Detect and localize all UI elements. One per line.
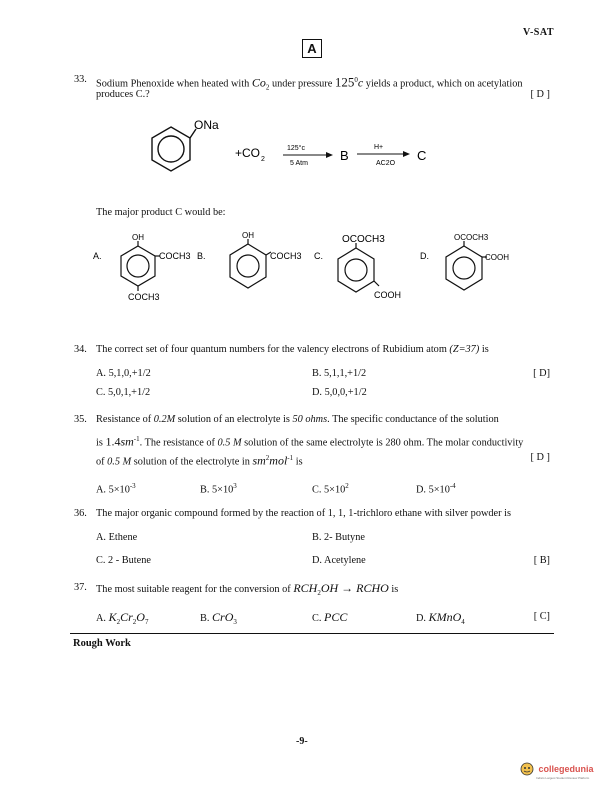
option-A-right: COCH3 [159, 251, 191, 261]
option-D-ring [446, 241, 487, 290]
option-A-label: A. [93, 251, 102, 261]
intermediate-B: B [340, 148, 349, 163]
option-A-top: OH [132, 233, 144, 242]
option-C: C. $5\times 10^2$ [312, 482, 349, 496]
option-C-bottom: COOH [374, 290, 401, 300]
question-33 [0, 73, 612, 103]
question-text: Sodium Phenoxide when heated with $Co_2$ under pressure $125^0c$ yields a product, which on acetylation [96, 74, 523, 92]
option-C: C. 5,0,1,+1/2 [96, 387, 151, 398]
acetylating-reagent: AC2O [376, 160, 396, 167]
condition-temp: 125°c [287, 145, 305, 152]
question-number: 34. [74, 344, 87, 355]
product-C: C [417, 148, 427, 163]
option-C-label: C. [314, 251, 323, 261]
option-B: B. CrO$_3$ [200, 610, 237, 627]
svg-text:2: 2 [261, 156, 265, 163]
brand-tagline: India's Largest Student Review Platform [536, 776, 590, 780]
option-B-label: B. [197, 251, 206, 261]
option-C-top: OCOCH3 [342, 234, 385, 245]
question-37 [0, 581, 612, 627]
arrow-2-head [403, 151, 410, 157]
option-C: C. 2 - Butene [96, 555, 151, 566]
reaction-scheme [130, 115, 450, 175]
rough-work-label: Rough Work [73, 638, 131, 649]
page-number: -9- [296, 736, 308, 747]
question-text: The correct set of four quantum numbers for the valency electrons of Rubidium atom (Z=37) is [96, 344, 489, 355]
question-number: 33. [74, 74, 87, 85]
option-B: B. $5\times 10^3$ [200, 482, 237, 496]
arrow-1-head [326, 152, 333, 158]
option-B: B. 5,1,1,+1/2 [312, 368, 367, 379]
option-D-label: D. [420, 251, 429, 261]
brand-name: collegedunia [538, 763, 594, 774]
option-A: A. Ethene [96, 532, 138, 543]
paper-code: V-SAT [522, 27, 554, 38]
option-D-right: COOH [485, 253, 509, 262]
question-number: 36. [74, 508, 87, 519]
set-code-box: A [302, 39, 322, 58]
option-D: D. $5\times 10^{-4}$ [416, 482, 456, 496]
mascot-icon [520, 762, 534, 776]
question-35 [0, 413, 612, 503]
option-A: A. $5\times 10^{-3}$ [96, 482, 136, 496]
option-A: A. $K_2Cr_2O_7$ [96, 610, 149, 627]
option-C-ring [338, 243, 379, 292]
reactant-label: ONa [194, 118, 219, 132]
question-number: 37. [74, 582, 87, 593]
answer-key: [ B] [533, 555, 550, 566]
option-A-ring [121, 241, 160, 291]
answer-key: [ C] [533, 611, 550, 622]
divider-line [70, 633, 554, 634]
benzene-ring-phenoxide [152, 127, 196, 171]
question-text-line3: of 0.5 M solution of the electrolyte in $sm^2mol^{-1}$ is [96, 453, 303, 468]
option-B-top: OH [242, 231, 254, 240]
question-text-line2: produces C.? [96, 89, 150, 100]
condition-pressure: 5 Atm [290, 160, 308, 167]
option-D: D. 5,0,0,+1/2 [312, 387, 367, 398]
question-text-line1: Resistance of 0.2M solution of an electrolyte is 50 ohms. The specific conductance of the solution [96, 414, 499, 425]
answer-key: [ D ] [530, 89, 550, 100]
collegedunia-logo [520, 760, 593, 780]
option-B: B. 2- Butyne [312, 532, 365, 543]
option-B-ring [230, 239, 271, 288]
plus-co2: +CO [235, 146, 261, 160]
question-text: The most suitable reagent for the conversion of $RCH_2OH$ → RCHO is [96, 581, 399, 598]
option-D: D. Acetylene [312, 555, 366, 566]
option-D-top: OCOCH3 [454, 233, 489, 242]
acid-reagent: H+ [374, 144, 384, 151]
option-A: A. 5,1,0,+1/2 [96, 368, 151, 379]
question-text: The major organic compound formed by the reaction of 1, 1, 1-trichloro ethane with silver powder is [96, 508, 511, 519]
q33-option-structures [80, 228, 550, 308]
option-C: C. PCC [312, 610, 348, 624]
sub-question: The major product C would be: [96, 207, 226, 218]
question-34 [0, 343, 612, 403]
question-number: 35. [74, 414, 87, 425]
question-text-line2: is $1.4sm^{-1}$. The resistance of 0.5 M solution of the same electrolyte is 280 ohm. The molar conductivity [96, 434, 524, 449]
option-B-right: COCH3 [270, 251, 302, 261]
option-A-bottom: COCH3 [128, 292, 160, 302]
answer-key: [ D ] [530, 452, 550, 463]
answer-key: [ D] [533, 368, 550, 379]
option-D: D. KMnO$_4$ [416, 610, 465, 627]
question-36 [0, 507, 612, 567]
